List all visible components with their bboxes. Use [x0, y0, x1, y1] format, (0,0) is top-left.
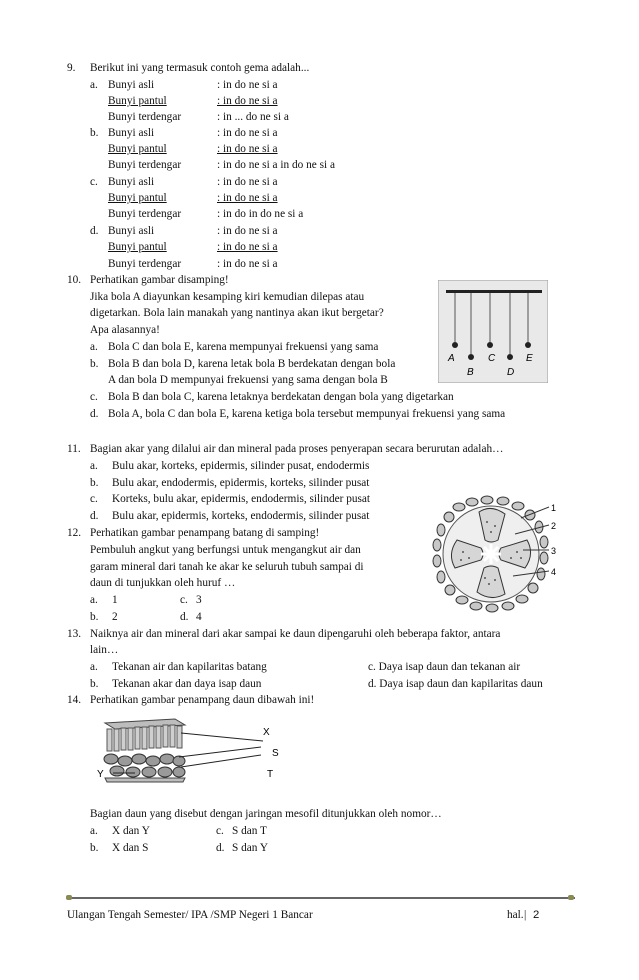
- row-label: Bunyi asli: [108, 127, 155, 139]
- question-number: 10.: [67, 274, 82, 286]
- row-label: Bunyi asli: [108, 176, 155, 188]
- question-line: Naiknya air dan mineral dari akar sampai ke daun dipengaruhi oleh beberapa faktor, antara: [90, 628, 501, 640]
- row-label: Bunyi terdengar: [108, 258, 182, 270]
- option-text: 3: [196, 594, 202, 606]
- option-letter: d.: [90, 510, 99, 522]
- stem-cross-section-figure: [425, 492, 565, 620]
- option-letter: c.: [90, 493, 98, 505]
- option-text-right: d. Daya isap daun dan kapilaritas daun: [368, 678, 543, 690]
- option-letter: b.: [90, 127, 99, 139]
- option-letter: a.: [90, 825, 98, 837]
- label-2: 2: [551, 521, 557, 531]
- label-t: T: [267, 769, 274, 780]
- ball-a: [452, 342, 458, 348]
- question-line: Perhatikan gambar disamping!: [90, 274, 229, 286]
- row-value: : in do ne si a: [217, 258, 278, 270]
- question-line: garam mineral dari tanah ke akar ke seluruh tubuh sampai di: [90, 561, 364, 573]
- row-label: Bunyi terdengar: [108, 208, 182, 220]
- question-line: Apa alasannya!: [90, 324, 160, 336]
- question-line: digetarkan. Bola lain manakah yang nantinya akan ikut bergetar?: [90, 307, 384, 319]
- option-letter: c.: [216, 825, 224, 837]
- option-letter: d.: [180, 611, 189, 623]
- option-text: Bola C dan bola E, karena mempunyai frekuensi yang sama: [108, 341, 379, 353]
- question-number: 13.: [67, 628, 82, 640]
- row-value: : in do ne si a: [217, 225, 278, 237]
- ball-b: [468, 354, 474, 360]
- row-value: : in do in do ne si a: [217, 208, 304, 220]
- option-text: Bola B dan bola C, karena letaknya berdekatan dengan bola yang digetarkan: [108, 391, 454, 403]
- row-label: Bunyi pantul: [108, 192, 167, 204]
- option-letter: d.: [90, 225, 99, 237]
- option-letter: d.: [216, 842, 225, 854]
- option-text: S dan Y: [232, 842, 268, 854]
- option-text: Bulu akar, epidermis, korteks, endodermis, silinder pusat: [112, 510, 370, 522]
- row-label: Bunyi asli: [108, 79, 155, 91]
- row-label: Bunyi terdengar: [108, 111, 182, 123]
- question-number: 14.: [67, 694, 82, 706]
- row-value: : in do ne si a: [217, 143, 278, 155]
- option-text: A dan bola D mempunyai frekuensi yang sama dengan bola B: [108, 374, 388, 386]
- option-text: S dan T: [232, 825, 267, 837]
- row-value: : in do ne si a: [217, 241, 278, 253]
- row-value: : in do ne si a: [217, 192, 278, 204]
- option-letter: b.: [90, 842, 99, 854]
- row-value: : in do ne si a: [217, 127, 278, 139]
- option-letter: a.: [90, 341, 98, 353]
- option-letter: c.: [180, 594, 188, 606]
- label-a: A: [448, 353, 455, 364]
- option-letter: c.: [90, 391, 98, 403]
- label-e: E: [526, 353, 533, 364]
- footer-rule: [67, 897, 575, 899]
- question-number: 9.: [67, 62, 76, 74]
- row-label: Bunyi pantul: [108, 95, 167, 107]
- question-stem: Bagian akar yang dilalui air dan mineral pada proses penyerapan secara berurutan adalah…: [90, 443, 504, 455]
- label-s: S: [272, 748, 279, 759]
- option-letter: a.: [90, 79, 98, 91]
- label-y: Y: [97, 769, 104, 780]
- label-x: X: [263, 727, 270, 738]
- row-value: : in do ne si a: [217, 79, 278, 91]
- question-number: 11.: [67, 443, 81, 455]
- row-label: Bunyi terdengar: [108, 159, 182, 171]
- question-stem: Perhatikan gambar penampang daun dibawah ini!: [90, 694, 315, 706]
- option-text: Tekanan akar dan daya isap daun: [112, 678, 262, 690]
- ball-e: [525, 342, 531, 348]
- question-line: Pembuluh angkut yang berfungsi untuk mengangkut air dan: [90, 544, 361, 556]
- option-letter: a.: [90, 460, 98, 472]
- footer-rule-cap: [66, 895, 72, 900]
- row-value: : in ... do ne si a: [217, 111, 289, 123]
- pendulum-figure: [438, 280, 548, 383]
- label-c: C: [488, 353, 496, 364]
- label-b: B: [467, 367, 474, 378]
- option-text: Bulu akar, korteks, epidermis, silinder pusat, endodermis: [112, 460, 370, 472]
- option-text: Bola A, bola C dan bola E, karena ketiga bola tersebut mempunyai frekuensi yang sama: [108, 408, 506, 420]
- row-label: Bunyi pantul: [108, 241, 167, 253]
- option-text: Bola B dan bola D, karena letak bola B berdekatan dengan bola: [108, 358, 396, 370]
- page-separator: |: [524, 909, 527, 921]
- label-1: 1: [551, 503, 557, 513]
- question-line: daun di tunjukkan oleh huruf …: [90, 577, 236, 589]
- option-letter: d.: [90, 408, 99, 420]
- option-letter: a.: [90, 594, 98, 606]
- page-number: 2: [533, 909, 540, 921]
- ball-c: [487, 342, 493, 348]
- label-d: D: [507, 367, 515, 378]
- option-letter: b.: [90, 678, 99, 690]
- row-label: Bunyi pantul: [108, 143, 167, 155]
- question-line: lain…: [90, 644, 119, 656]
- option-text: X dan S: [112, 842, 149, 854]
- question-line: Bagian daun yang disebut dengan jaringan mesofil ditunjukkan oleh nomor…: [90, 808, 442, 820]
- option-text: Korteks, bulu akar, epidermis, endodermis, silinder pusat: [112, 493, 371, 505]
- option-text: 4: [196, 611, 202, 623]
- footer-title: Ulangan Tengah Semester/ IPA /SMP Negeri 1 Bancar: [67, 909, 313, 921]
- row-value: : in do ne si a in do ne si a: [217, 159, 335, 171]
- leaf-cross-section-figure: [95, 715, 290, 790]
- option-text-right: c. Daya isap daun dan tekanan air: [368, 661, 521, 673]
- page-label: hal.: [507, 909, 524, 921]
- question-line: Perhatikan gambar penampang batang di samping!: [90, 527, 320, 539]
- question-number: 12.: [67, 527, 82, 539]
- question-line: Jika bola A diayunkan kesamping kiri kemudian dilepas atau: [90, 291, 365, 303]
- option-text: 1: [112, 594, 118, 606]
- ball-d: [507, 354, 513, 360]
- option-letter: b.: [90, 477, 99, 489]
- option-text: 2: [112, 611, 118, 623]
- row-label: Bunyi asli: [108, 225, 155, 237]
- label-3: 3: [551, 546, 557, 556]
- row-value: : in do ne si a: [217, 95, 278, 107]
- footer-rule-cap: [568, 895, 574, 900]
- option-text: Tekanan air dan kapilaritas batang: [112, 661, 267, 673]
- option-letter: b.: [90, 358, 99, 370]
- option-text: X dan Y: [112, 825, 150, 837]
- option-letter: b.: [90, 611, 99, 623]
- option-letter: c.: [90, 176, 98, 188]
- question-stem: Berikut ini yang termasuk contoh gema adalah...: [90, 62, 310, 74]
- option-letter: a.: [90, 661, 98, 673]
- option-text: Bulu akar, endodermis, epidermis, korteks, silinder pusat: [112, 477, 370, 489]
- label-4: 4: [551, 567, 557, 577]
- row-value: : in do ne si a: [217, 176, 278, 188]
